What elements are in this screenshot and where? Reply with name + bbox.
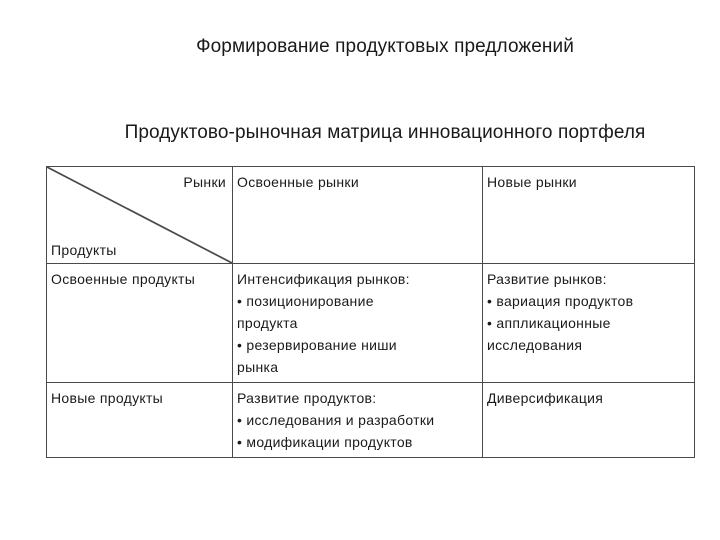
- matrix-title: Продуктово-рыночная матрица инновационного портфеля: [124, 122, 646, 143]
- cell-market-development: Развитие рынков: • вариация продуктов • аппликационные исследования: [483, 264, 695, 383]
- cell-product-development: Развитие продуктов: • исследования и разработки • модификации продуктов: [233, 383, 483, 458]
- table-row: [47, 264, 695, 383]
- cell-market-intensification: Интенсификация рынков: • позиционирование продукта • резервирование ниши рынка: [233, 264, 483, 383]
- table-row: [47, 383, 695, 458]
- product-market-matrix: [46, 166, 695, 458]
- header-established-markets: Освоенные рынки: [233, 167, 483, 264]
- corner-label-markets: Рынки: [183, 174, 226, 190]
- corner-cell: [47, 167, 233, 264]
- row-label-new-products: Новые продукты: [47, 383, 233, 458]
- slide-title: Формирование продуктовых предложений: [196, 36, 574, 57]
- cell-diversification: Диверсификация: [483, 383, 695, 458]
- header-new-markets: Новые рынки: [483, 167, 695, 264]
- corner-label-products: Продукты: [51, 242, 117, 258]
- row-label-established-products: Освоенные продукты: [47, 264, 233, 383]
- table-header-row: [47, 167, 695, 264]
